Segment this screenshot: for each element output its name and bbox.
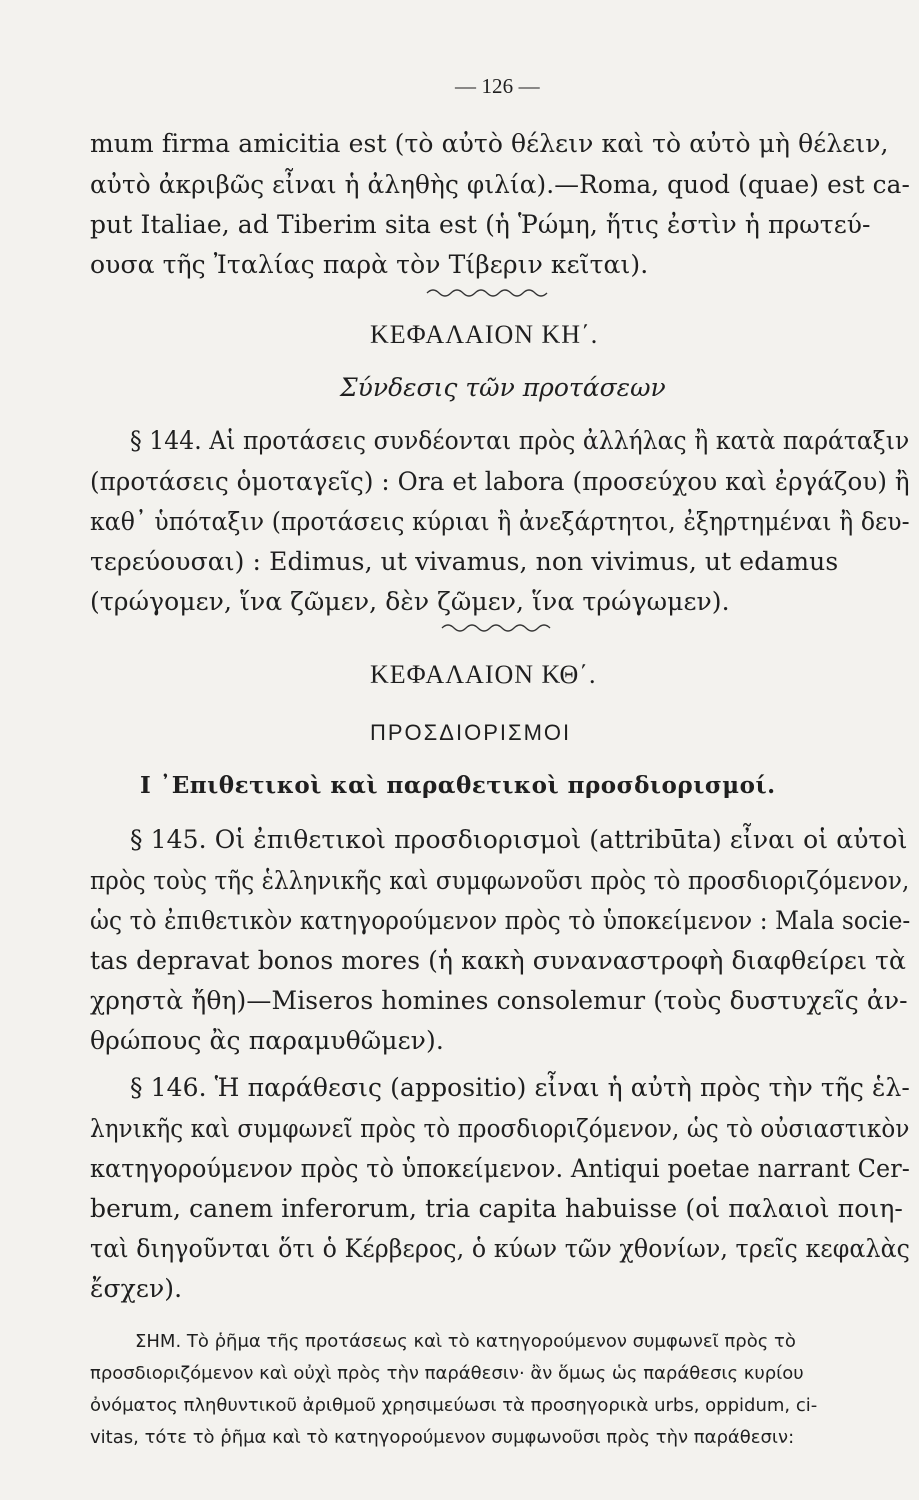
text-line: ουσα τῆς Ἰταλίας παρὰ τὸν Τίβεριν κεῖται).: [90, 250, 649, 279]
chapter-subtitle-kth: ΠΡΟΣΔΙΟΡΙΣΜΟΙ: [370, 720, 572, 745]
section-heading: I ᾿Επιθετικοὶ καὶ παραθετικοὶ προσδιορισμοί.: [140, 772, 776, 799]
text-line: αὐτὸ ἀκριβῶς εἶναι ἡ ἀληθὴς φιλία).—Roma, quod (quae) est ca-: [90, 170, 910, 199]
page-number: — 126 —: [455, 74, 540, 98]
text-line: § 144. Αἱ προτάσεις συνδέονται πρὸς ἀλλήλας ἢ κατὰ παράταξιν: [130, 426, 910, 455]
ornament-divider: [440, 620, 560, 634]
text-line: tas depravat bonos mores (ἡ κακὴ συναναστροφὴ διαφθείρει τὰ: [90, 946, 906, 975]
text-line: § 146. Ἡ παράθεσις (appositio) εἶναι ἡ αὐτὴ πρὸς τὴν τῆς ἑλ-: [130, 1073, 910, 1102]
text-line: τερεύουσαι) : Edimus, ut vivamus, non vivimus, ut edamus: [90, 547, 839, 576]
chapter-title-kth: ΚΕΦΑΛΑΙΟΝ ΚΘ΄.: [370, 660, 597, 689]
text-line: ὡς τὸ ἐπιθετικὸν κατηγορούμενον πρὸς τὸ ὑποκείμενον : Mala socie-: [90, 906, 911, 935]
text-line: § 145. Οἱ ἐπιθετικοὶ προσδιορισμοὶ (attribūta) εἶναι οἱ αὐτοὶ: [130, 825, 908, 854]
note-line: vitas, τότε τὸ ῥῆμα καὶ τὸ κατηγορούμενον συμφωνοῦσι πρὸς τὴν παράθεσιν:: [90, 1427, 795, 1448]
text-line: ἔσχεν).: [90, 1274, 183, 1303]
chapter-subtitle-kh: Σύνδεσις τῶν προτάσεων: [340, 373, 666, 402]
text-line: (τρώγομεν, ἵνα ζῶμεν, δὲν ζῶμεν, ἵνα τρώγωμεν).: [90, 587, 730, 616]
text-line: καθ᾿ ὑπόταξιν (προτάσεις κύριαι ἢ ἀνεξάρτητοι, ἐξηρτημέναι ἢ δευ-: [90, 507, 910, 536]
text-line: put Italiae, ad Tiberim sita est (ἡ Ῥώμη, ἥτις ἐστὶν ἡ πρωτεύ-: [90, 210, 871, 239]
chapter-title-kh: ΚΕΦΑΛΑΙΟΝ ΚΗ΄.: [370, 320, 599, 349]
text-line: χρηστὰ ἤθη)—Miseros homines consolemur (τοὺς δυστυχεῖς ἀν-: [90, 986, 908, 1015]
text-line: ληνικῆς καὶ συμφωνεῖ πρὸς τὸ προσδιοριζόμενον, ὡς τὸ οὐσιαστικὸν: [90, 1114, 910, 1143]
note-line: ΣΗΜ. Τὸ ῥῆμα τῆς προτάσεως καὶ τὸ κατηγορούμενον συμφωνεῖ πρὸς τὸ: [135, 1331, 796, 1352]
text-line: ταὶ διηγοῦνται ὅτι ὁ Κέρβερος, ὁ κύων τῶν χθονίων, τρεῖς κεφαλὰς: [90, 1234, 911, 1263]
text-line: θρώπους ἂς παραμυθῶμεν).: [90, 1026, 444, 1055]
text-line: κατηγορούμενον πρὸς τὸ ὑποκείμενον. Antiqui poetae narrant Cer-: [90, 1154, 910, 1183]
text-line: berum, canem inferorum, tria capita habuisse (οἱ παλαιοὶ ποιη-: [90, 1194, 903, 1223]
note-line: ὀνόματος πληθυντικοῦ ἀριθμοῦ χρησιμεύωσι τὰ προσηγορικὰ urbs, oppidum, ci-: [90, 1395, 818, 1416]
text-line: mum firma amicitia est (τὸ αὐτὸ θέλειν καὶ τὸ αὐτὸ μὴ θέλειν,: [90, 129, 889, 158]
text-line: πρὸς τοὺς τῆς ἑλληνικῆς καὶ συμφωνοῦσι πρὸς τὸ προσδιοριζόμενον,: [90, 866, 910, 895]
ornament-divider: [425, 285, 555, 299]
note-line: προσδιοριζόμενον καὶ οὐχὶ πρὸς τὴν παράθεσιν· ἂν ὅμως ὡς παράθεσις κυρίου: [90, 1363, 804, 1384]
text-line: (προτάσεις ὁμοταγεῖς) : Ora et labora (προσεύχου καὶ ἐργάζου) ἢ: [90, 467, 910, 496]
